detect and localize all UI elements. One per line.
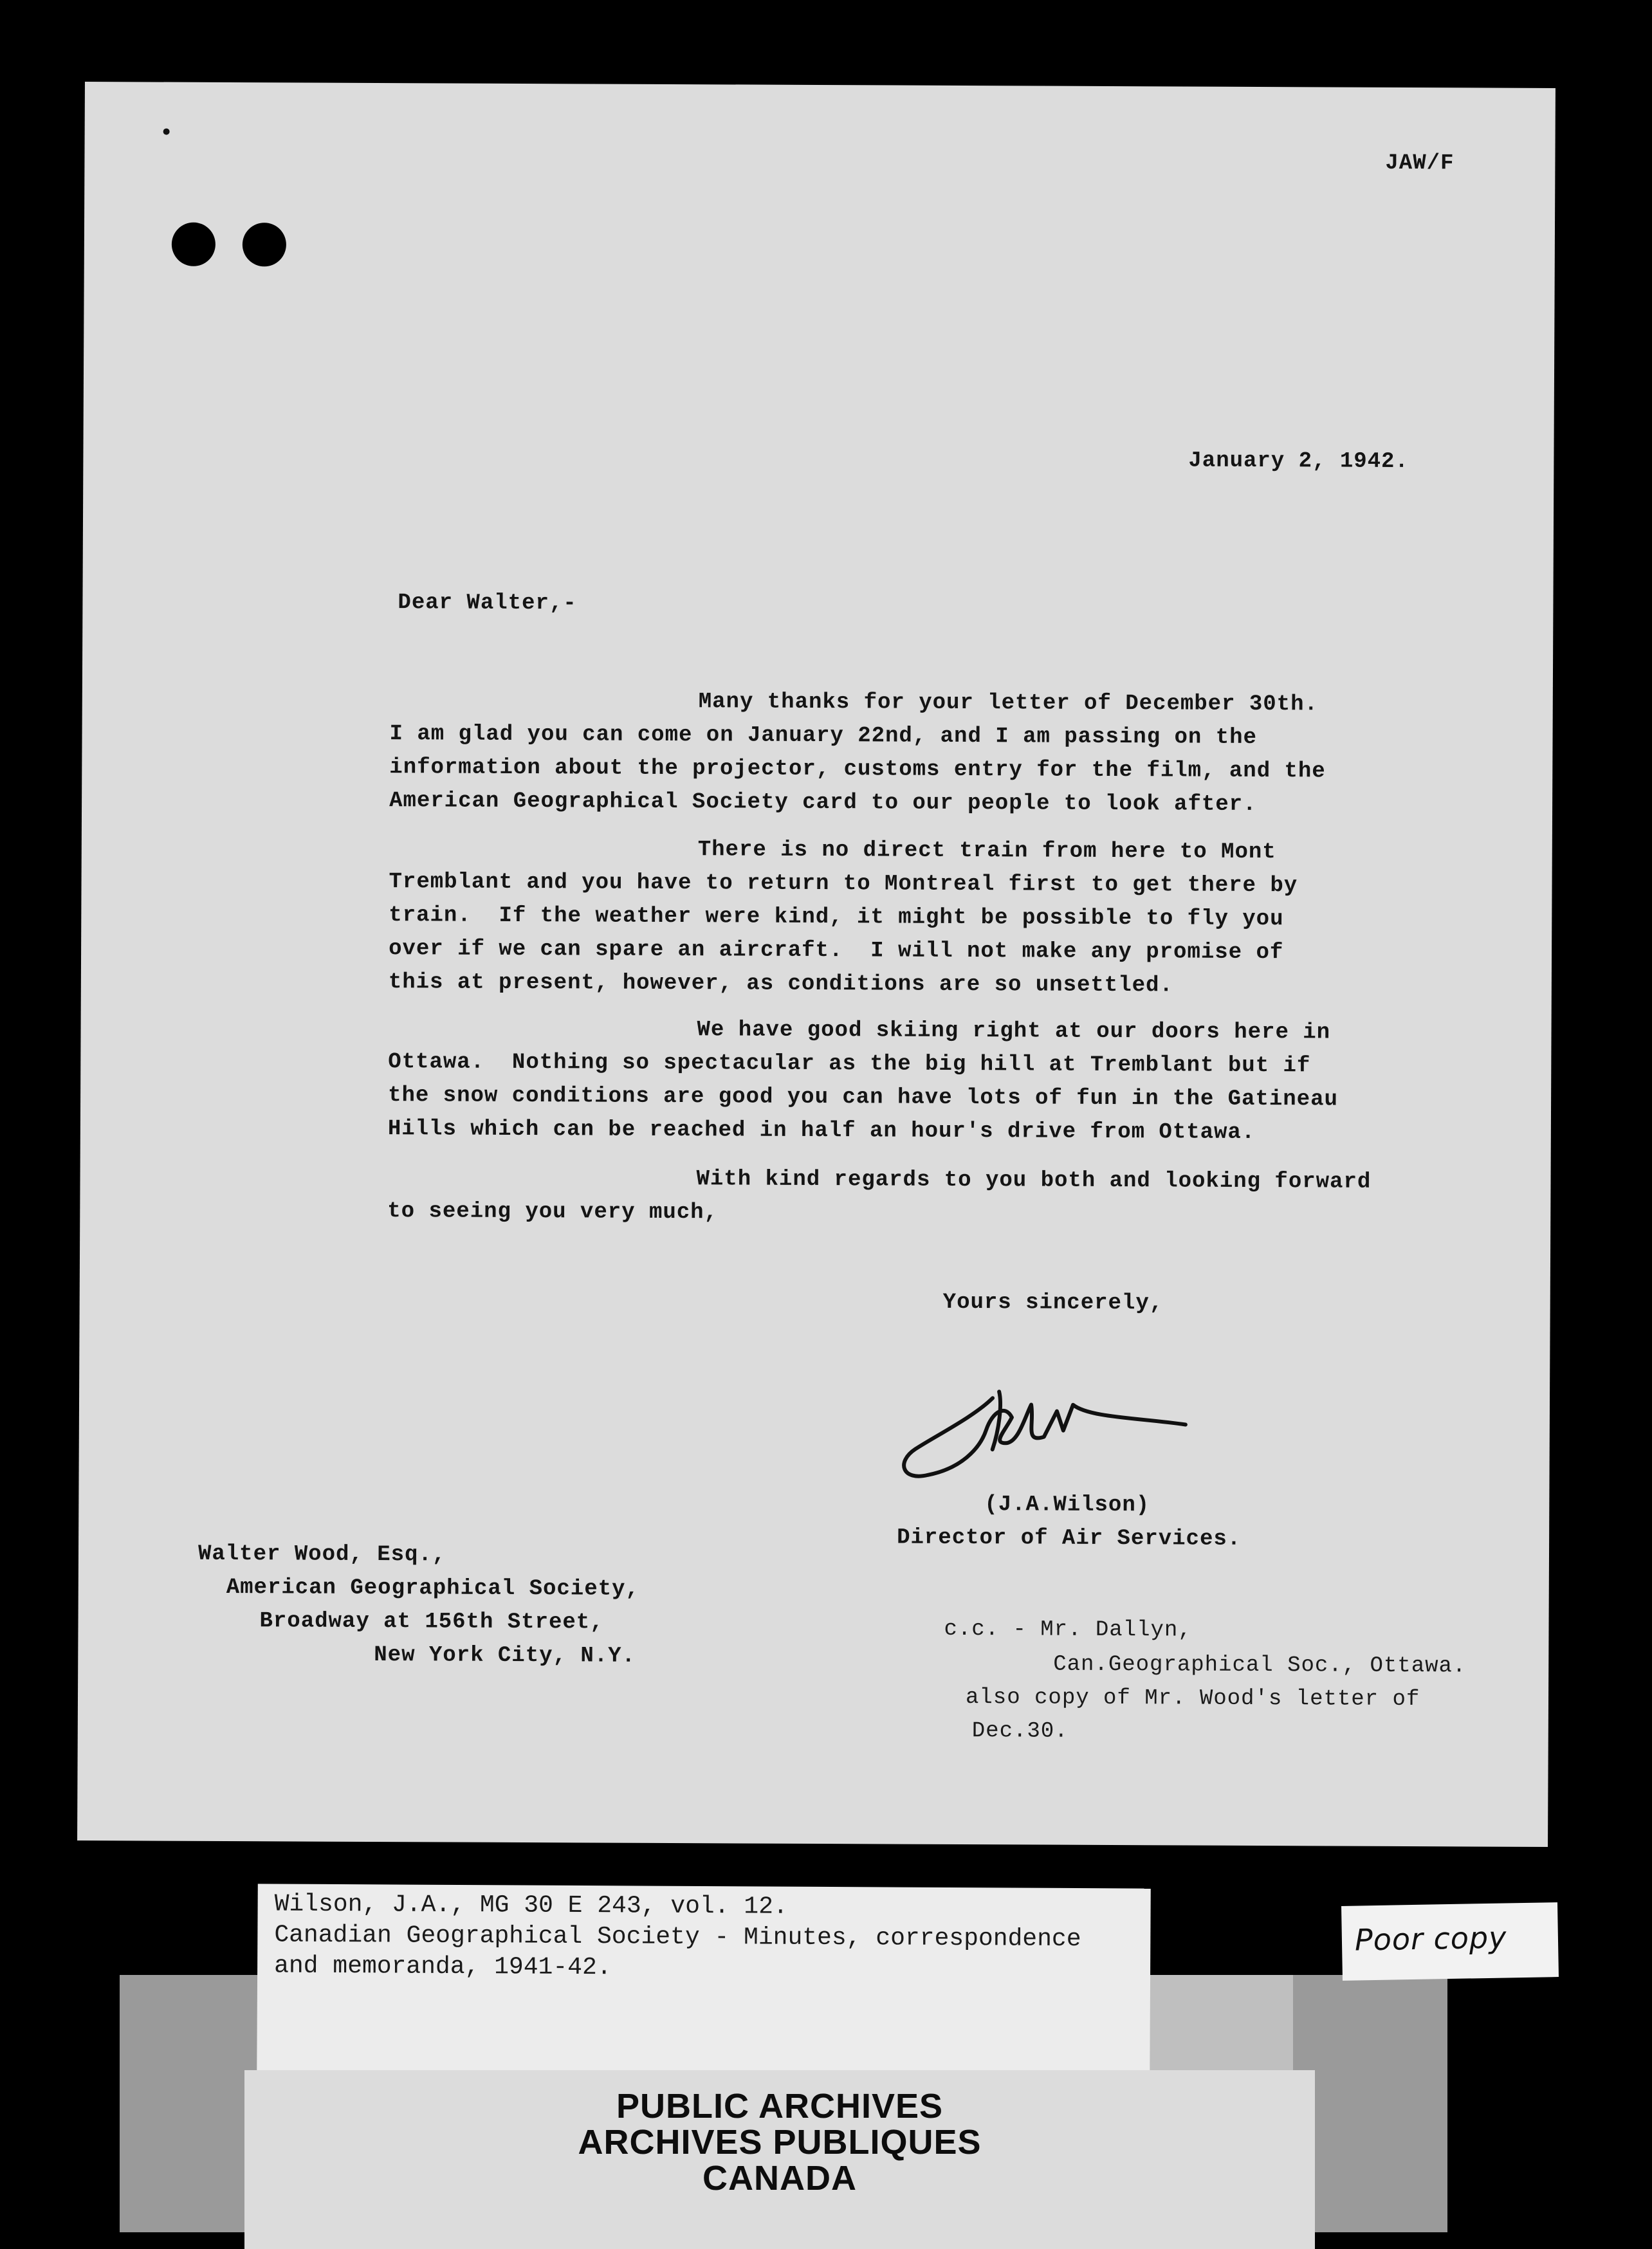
punch-hole xyxy=(172,223,216,266)
text-line: With kind regards to you both and looking forward xyxy=(696,1167,1372,1195)
signatory-name: (J.A.Wilson) xyxy=(984,1492,1150,1518)
text-line: We have good skiing right at our doors here in xyxy=(697,1018,1331,1045)
paragraph xyxy=(389,684,1326,822)
text-line: the snow conditions are good you can have lots of fun in the Gatineau xyxy=(388,1083,1339,1112)
closing: Yours sincerely, xyxy=(942,1290,1164,1316)
text-line: Ottawa. Nothing so spectacular as the big hill at Tremblant but if xyxy=(388,1050,1311,1079)
text-line: Tremblant and you have to return to Montreal first to get there by xyxy=(389,870,1298,899)
poor-copy-note xyxy=(1341,1902,1559,1981)
label-line: Canadian Geographical Society - Minutes, correspondence xyxy=(274,1921,1081,1954)
text-line: information about the projector, customs entry for the film, and the xyxy=(389,755,1326,784)
salutation: Dear Walter,- xyxy=(398,591,577,616)
text-line: I am glad you can come on January 22nd, and I am passing on the xyxy=(389,722,1258,750)
text-line: Many thanks for your letter of December 30th. xyxy=(698,690,1319,717)
letter-date: January 2, 1942. xyxy=(1188,448,1409,475)
addressee-line: Walter Wood, Esq., xyxy=(197,1541,446,1568)
addressee-line: American Geographical Society, xyxy=(226,1575,639,1602)
poor-copy-text: Poor copy xyxy=(1354,1920,1507,1958)
addressee-line: Broadway at 156th Street, xyxy=(259,1609,604,1635)
paragraph xyxy=(388,1012,1339,1150)
label-line: and memoranda, 1941-42. xyxy=(274,1952,612,1982)
label-line: Wilson, J.A., MG 30 E 243, vol. 12. xyxy=(274,1890,788,1921)
public-archives-stamp xyxy=(244,2070,1315,2249)
text-line: American Geographical Society card to our people to look after. xyxy=(389,789,1257,817)
paragraph xyxy=(387,1161,1371,1233)
cc-line: c.c. - Mr. Dallyn, xyxy=(944,1617,1192,1643)
text-line: over if we can spare an aircraft. I will not make any promise of xyxy=(389,937,1284,966)
punch-hole xyxy=(243,223,286,266)
archive-reference-label xyxy=(257,1884,1151,2081)
cc-line: Can.Geographical Soc., Ottawa. xyxy=(1053,1652,1467,1679)
text-line: There is no direct train from here to Mont xyxy=(697,838,1276,865)
text-line: train. If the weather were kind, it might be possible to fly you xyxy=(389,903,1284,932)
paper-speck xyxy=(163,129,170,135)
addressee-line: New York City, N.Y. xyxy=(374,1643,636,1669)
signatory-title: Director of Air Services. xyxy=(897,1525,1242,1552)
text-line: this at present, however, as conditions are so unsettled. xyxy=(388,970,1173,998)
paragraph xyxy=(389,832,1298,1003)
handwritten-signature xyxy=(895,1379,1192,1502)
text-line: to seeing you very much, xyxy=(387,1199,719,1225)
reference-initials: JAW/F xyxy=(1385,151,1455,176)
text-line: Hills which can be reached in half an hour's drive from Ottawa. xyxy=(387,1117,1256,1145)
cc-line: Dec.30. xyxy=(971,1719,1069,1744)
cc-line: also copy of Mr. Wood's letter of xyxy=(965,1685,1420,1712)
letter-page xyxy=(77,82,1556,1847)
stamp-line: ARCHIVES PUBLIQUES xyxy=(578,2123,982,2162)
stamp-line: CANADA xyxy=(702,2159,857,2198)
stamp-line: PUBLIC ARCHIVES xyxy=(616,2087,944,2125)
